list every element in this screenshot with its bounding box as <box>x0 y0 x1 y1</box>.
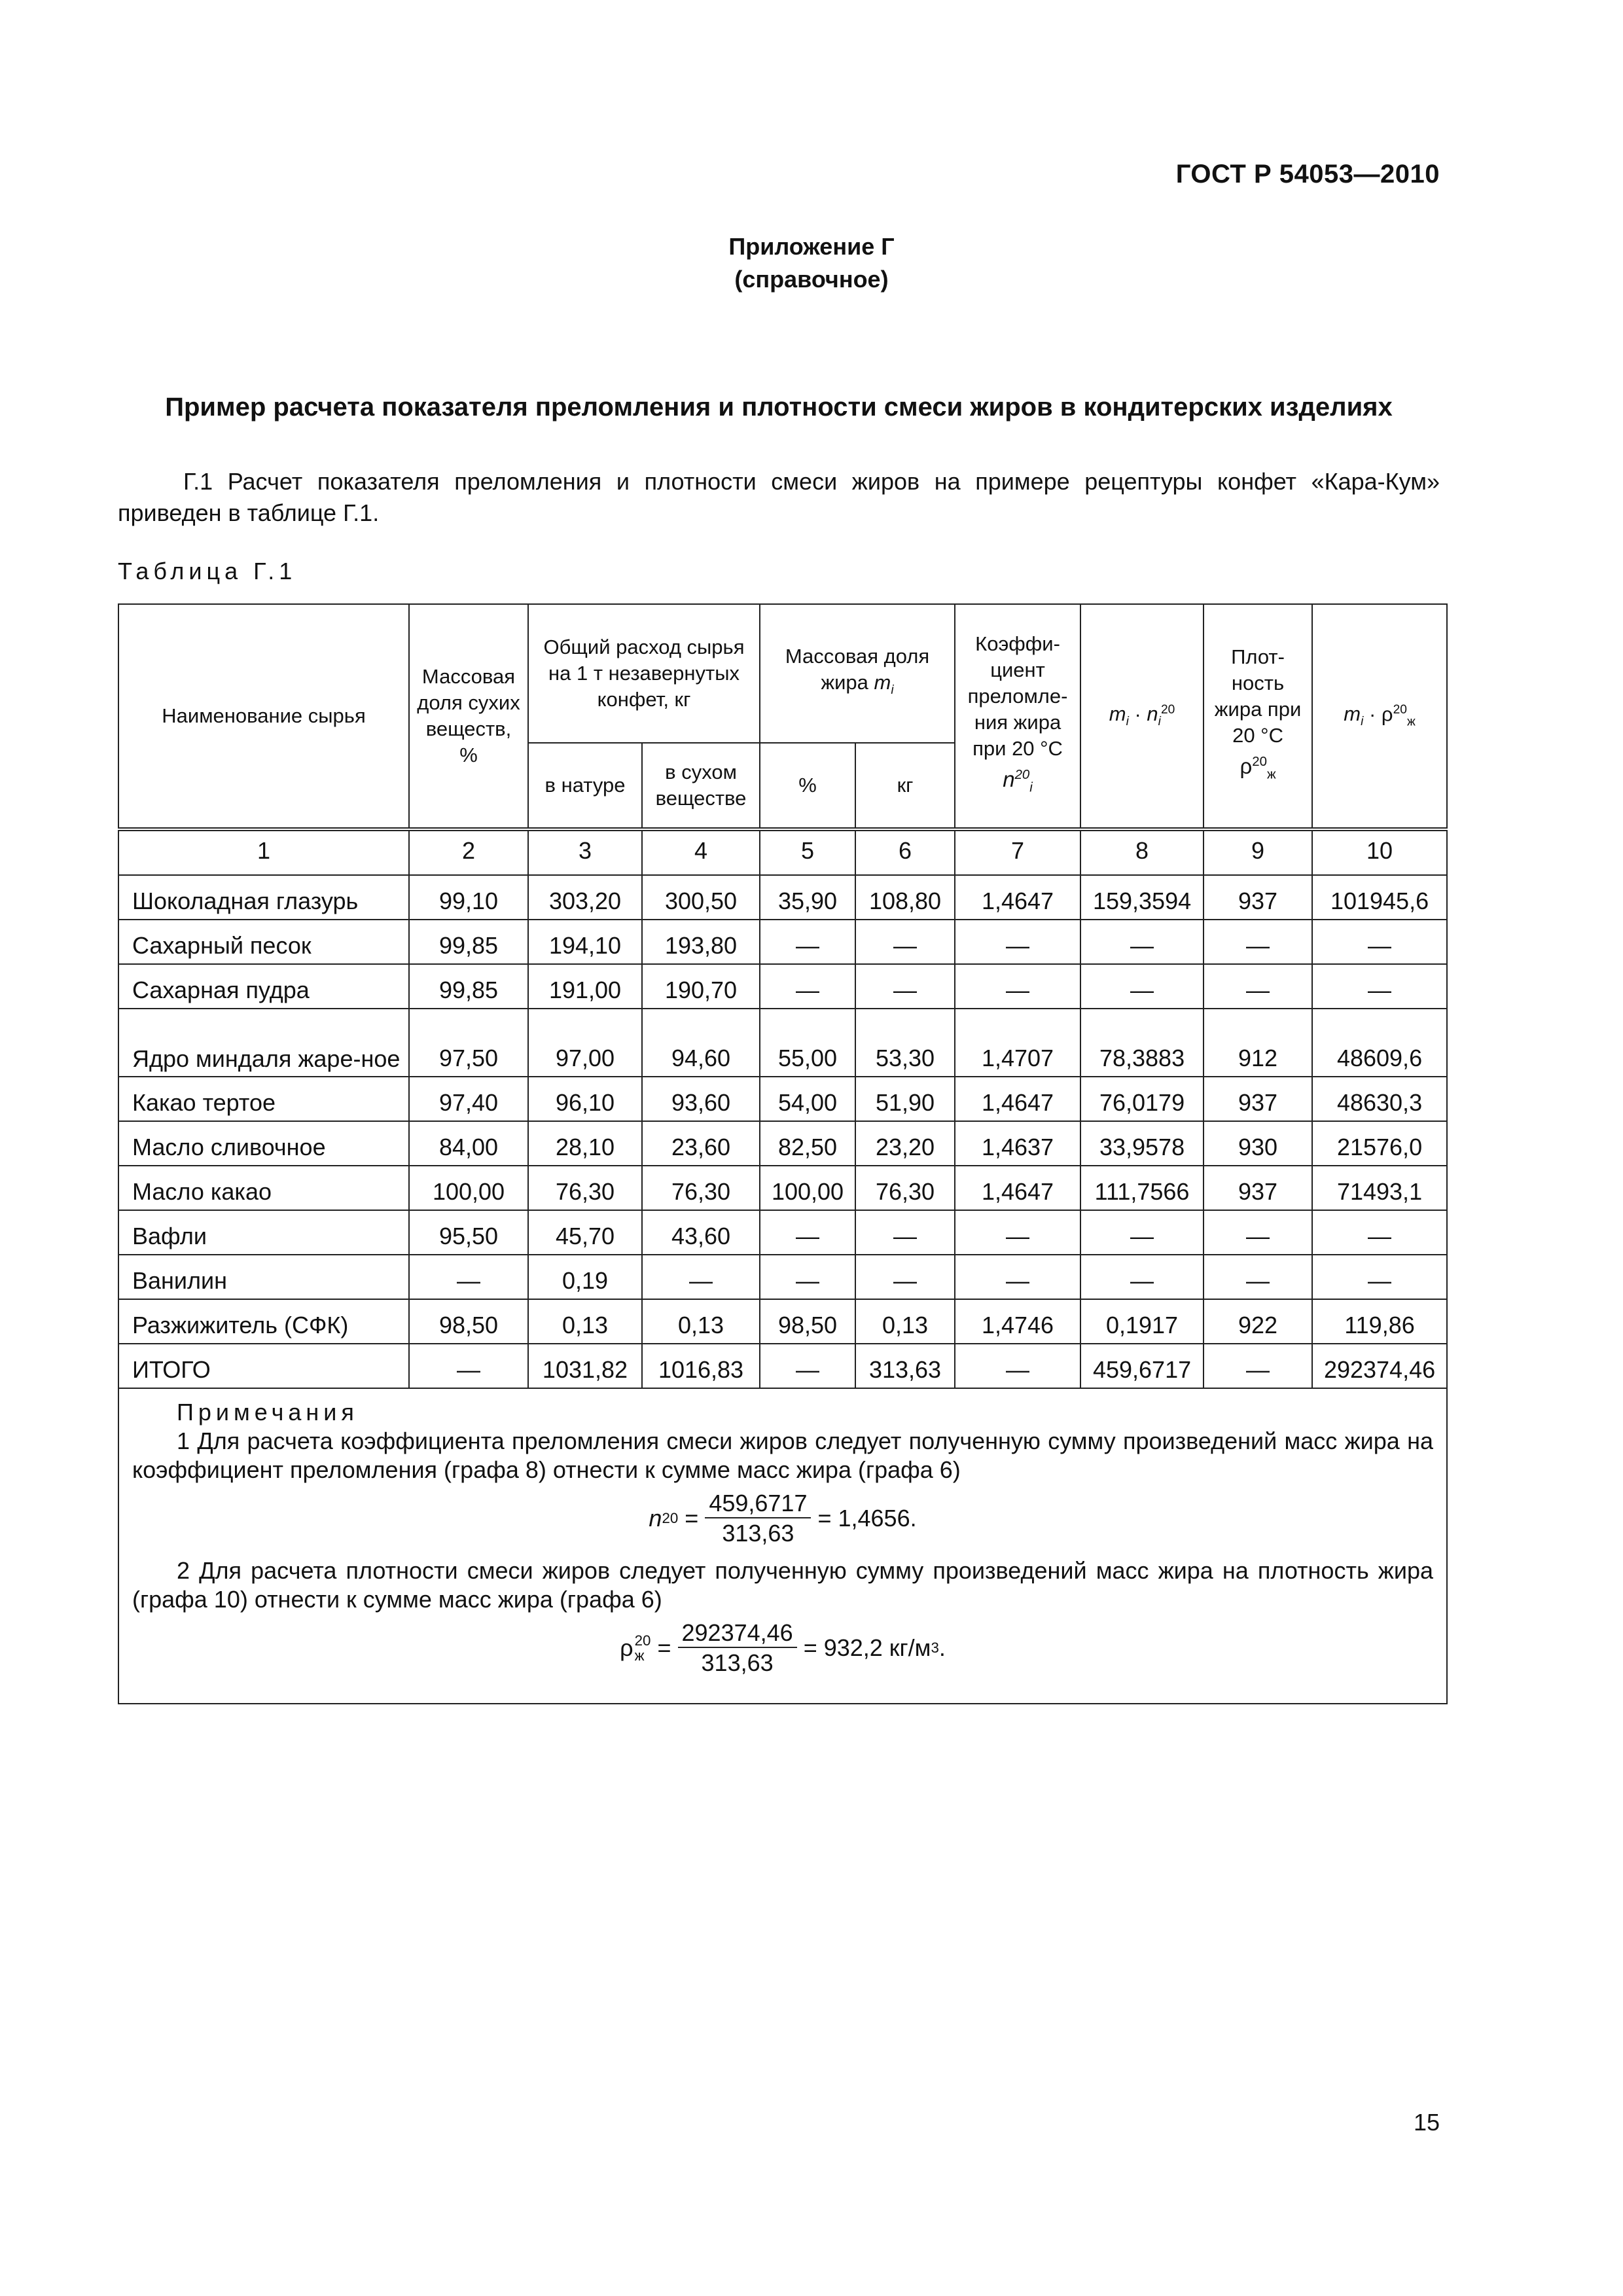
formula2-result: = 932,2 кг/м <box>803 1634 931 1661</box>
row-value-cell: 28,10 <box>528 1121 642 1166</box>
formula1-lhs-sup: 20 <box>662 1510 679 1526</box>
formula1-numerator: 459,6717 <box>705 1490 811 1518</box>
row-value-cell: — <box>1312 1255 1447 1299</box>
row-value-cell: 55,00 <box>760 1009 855 1077</box>
formula2-lhs: ρ <box>620 1634 633 1661</box>
row-value-cell: 35,90 <box>760 875 855 920</box>
row-value-cell: 99,85 <box>409 964 528 1009</box>
row-value-cell: 48630,3 <box>1312 1077 1447 1121</box>
row-value-cell: — <box>1080 1255 1204 1299</box>
row-name-cell: Сахарная пудра <box>118 964 409 1009</box>
document-code: ГОСТ Р 54053—2010 <box>1175 160 1440 188</box>
header-kg: кг <box>855 743 955 829</box>
header-refr-symbol: $n^{20}_i$ <box>1003 767 1033 795</box>
row-value-cell: — <box>955 920 1080 964</box>
row-value-cell: — <box>855 964 955 1009</box>
row-value-cell: — <box>1080 920 1204 964</box>
row-value-cell: 76,0179 <box>1080 1077 1204 1121</box>
row-value-cell: 0,13 <box>642 1299 760 1344</box>
row-value-cell: 111,7566 <box>1080 1166 1204 1210</box>
row-value-cell: 1,4637 <box>955 1121 1080 1166</box>
data-table <box>118 603 1448 1704</box>
row-value-cell: 98,50 <box>760 1299 855 1344</box>
table-row <box>118 875 1447 920</box>
row-value-cell: 78,3883 <box>1080 1009 1204 1077</box>
table-row <box>118 1210 1447 1255</box>
row-value-cell: — <box>855 920 955 964</box>
row-name-cell: Вафли <box>118 1210 409 1255</box>
row-value-cell: 108,80 <box>855 875 955 920</box>
row-value-cell: 23,60 <box>642 1121 760 1166</box>
section-title: Пример расчета показателя преломления и плотности смеси жиров в кондитерских изделиях <box>165 393 1393 422</box>
row-value-cell: 937 <box>1204 1166 1312 1210</box>
row-value-cell: — <box>409 1255 528 1299</box>
column-number: 10 <box>1312 829 1447 875</box>
header-fat-fraction-sub: i <box>891 683 894 698</box>
row-value-cell: 93,60 <box>642 1077 760 1121</box>
formula2-numerator: 292374,46 <box>678 1619 797 1648</box>
row-value-cell: 98,50 <box>409 1299 528 1344</box>
formula-density: ρ 20 ж = $\frac{292374,46}{313,63}$ = 932,2 кг/м 3 . <box>620 1619 946 1676</box>
column-number: 1 <box>118 829 409 875</box>
header-name: Наименование сырья <box>118 604 409 829</box>
formula1-lhs: n <box>649 1505 662 1532</box>
intro-paragraph: Г.1 Расчет показателя преломления и плотности смеси жиров на примере рецептуры конфет «Кара-Кум» приведен в таблице Г.1. <box>118 468 1440 526</box>
column-number: 7 <box>955 829 1080 875</box>
row-value-cell: — <box>409 1344 528 1388</box>
row-value-cell: 912 <box>1204 1009 1312 1077</box>
row-value-cell: — <box>855 1210 955 1255</box>
row-value-cell: 71493,1 <box>1312 1166 1447 1210</box>
row-value-cell: — <box>1312 964 1447 1009</box>
column-numbers-row <box>118 829 1447 875</box>
row-value-cell: 191,00 <box>528 964 642 1009</box>
row-value-cell: 303,20 <box>528 875 642 920</box>
header-fat-fraction-symbol: m <box>874 670 891 694</box>
formula1-fraction <box>705 1490 811 1547</box>
row-value-cell: — <box>955 1255 1080 1299</box>
table-row <box>118 1344 1447 1388</box>
header-percent: % <box>760 743 855 829</box>
notes-section <box>118 1388 1447 1704</box>
header-refr-coef <box>955 604 1080 829</box>
appendix-heading <box>0 230 1623 296</box>
row-value-cell: 21576,0 <box>1312 1121 1447 1166</box>
row-value-cell: 1031,82 <box>528 1344 642 1388</box>
row-value-cell: 96,10 <box>528 1077 642 1121</box>
formula2-unit-sup: 3 <box>931 1640 939 1656</box>
row-value-cell: 459,6717 <box>1080 1344 1204 1388</box>
table-row <box>118 1166 1447 1210</box>
row-value-cell: 937 <box>1204 875 1312 920</box>
row-value-cell: 100,00 <box>760 1166 855 1210</box>
row-value-cell: 1,4647 <box>955 1077 1080 1121</box>
formula2-tail: . <box>938 1634 946 1661</box>
row-value-cell: 1,4746 <box>955 1299 1080 1344</box>
row-value-cell: — <box>1204 1210 1312 1255</box>
row-value-cell: 82,50 <box>760 1121 855 1166</box>
row-value-cell: — <box>1204 920 1312 964</box>
column-number: 5 <box>760 829 855 875</box>
row-value-cell: 100,00 <box>409 1166 528 1210</box>
row-value-cell: 0,13 <box>528 1299 642 1344</box>
column-number: 4 <box>642 829 760 875</box>
row-name-cell: Какао тертое <box>118 1077 409 1121</box>
row-value-cell: 23,20 <box>855 1121 955 1166</box>
row-value-cell: 0,19 <box>528 1255 642 1299</box>
header-density <box>1204 604 1312 829</box>
row-name-cell: Ванилин <box>118 1255 409 1299</box>
row-value-cell: 101945,6 <box>1312 875 1447 920</box>
column-number: 8 <box>1080 829 1204 875</box>
row-value-cell: 45,70 <box>528 1210 642 1255</box>
row-value-cell: 190,70 <box>642 964 760 1009</box>
note-2: 2 Для расчета плотности смеси жиров следует полученную сумму произведений масс жира на плотность жира (графа 10) отнести к сумме масс жира (графа 6) <box>132 1557 1434 1613</box>
table-row <box>118 1255 1447 1299</box>
column-number: 9 <box>1204 829 1312 875</box>
row-value-cell: 1,4647 <box>955 875 1080 920</box>
row-value-cell: 51,90 <box>855 1077 955 1121</box>
formula2-fraction <box>678 1619 797 1677</box>
row-value-cell: 937 <box>1204 1077 1312 1121</box>
row-value-cell: 930 <box>1204 1121 1312 1166</box>
row-value-cell: 119,86 <box>1312 1299 1447 1344</box>
notes-title: Примечания <box>177 1399 359 1426</box>
row-value-cell: 95,50 <box>409 1210 528 1255</box>
row-value-cell: — <box>1080 964 1204 1009</box>
row-value-cell: 53,30 <box>855 1009 955 1077</box>
row-value-cell: — <box>855 1255 955 1299</box>
appendix-title: Приложение Г <box>728 233 895 260</box>
row-value-cell: 313,63 <box>855 1344 955 1388</box>
formula-refraction: n 20 = $\frac{459,6717}{313,63}$ = 1,4656. <box>649 1490 917 1547</box>
page-number: 15 <box>1413 2109 1440 2136</box>
row-value-cell: 97,50 <box>409 1009 528 1077</box>
header-in-nature: в натуре <box>528 743 642 829</box>
row-value-cell: — <box>760 920 855 964</box>
table-row <box>118 1299 1447 1344</box>
row-value-cell: — <box>1312 1210 1447 1255</box>
row-value-cell: 922 <box>1204 1299 1312 1344</box>
header-consumption: Общий расход сырья на 1 т незавернутых конфет, кг <box>528 604 760 743</box>
row-value-cell: 76,30 <box>855 1166 955 1210</box>
row-name-cell: Масло сливочное <box>118 1121 409 1166</box>
table-row <box>118 964 1447 1009</box>
row-value-cell: 99,10 <box>409 875 528 920</box>
formula1-denominator: 313,63 <box>722 1520 794 1547</box>
header-m-n-product: $m_i \cdot n_i^{20}$ <box>1080 604 1204 829</box>
row-value-cell: 1016,83 <box>642 1344 760 1388</box>
row-value-cell: — <box>955 1210 1080 1255</box>
table-row <box>118 1009 1447 1077</box>
appendix-subtitle: (справочное) <box>734 266 889 293</box>
row-value-cell: 99,85 <box>409 920 528 964</box>
row-value-cell: 0,13 <box>855 1299 955 1344</box>
header-refr-coef-text: Коэффи-циент преломле-ния жира при 20 °С <box>967 632 1068 761</box>
row-value-cell: 94,60 <box>642 1009 760 1077</box>
row-value-cell: 76,30 <box>528 1166 642 1210</box>
row-name-cell: ИТОГО <box>118 1344 409 1388</box>
row-value-cell: 54,00 <box>760 1077 855 1121</box>
note-1: 1 Для расчета коэффициента преломления смеси жиров следует полученную сумму произведений масс жира на коэффициент преломления (графа 8) отнести к сумме масс жира (графа 6) <box>132 1427 1434 1483</box>
row-value-cell: — <box>760 1255 855 1299</box>
formula2-lhs-sub: ж <box>634 1647 645 1664</box>
row-value-cell: — <box>1080 1210 1204 1255</box>
row-name-cell: Сахарный песок <box>118 920 409 964</box>
row-value-cell: 48609,6 <box>1312 1009 1447 1077</box>
row-value-cell: — <box>760 1210 855 1255</box>
row-value-cell: 97,40 <box>409 1077 528 1121</box>
table-caption: Таблица Г.1 <box>118 558 297 584</box>
row-value-cell: 76,30 <box>642 1166 760 1210</box>
table-row <box>118 920 1447 964</box>
row-value-cell: 292374,46 <box>1312 1344 1447 1388</box>
table-row <box>118 1077 1447 1121</box>
row-value-cell: 1,4707 <box>955 1009 1080 1077</box>
row-value-cell: — <box>760 1344 855 1388</box>
header-density-text: Плот-ность жира при 20 °С <box>1214 645 1302 747</box>
formula2-lhs-sup: 20 <box>634 1632 651 1649</box>
row-name-cell: Ядро миндаля жаре-ное <box>118 1009 409 1077</box>
row-name-cell: Масло какао <box>118 1166 409 1210</box>
header-fat-fraction-text: Массовая доля жира <box>785 644 930 694</box>
row-value-cell: — <box>760 964 855 1009</box>
column-number: 3 <box>528 829 642 875</box>
row-value-cell: 0,1917 <box>1080 1299 1204 1344</box>
row-value-cell: 1,4647 <box>955 1166 1080 1210</box>
column-number: 6 <box>855 829 955 875</box>
row-value-cell: — <box>955 1344 1080 1388</box>
row-value-cell: — <box>1204 1344 1312 1388</box>
header-m-rho-product: $m_i \cdot \rho^{20}_ж$ <box>1312 604 1447 829</box>
row-value-cell: 33,9578 <box>1080 1121 1204 1166</box>
row-value-cell: 193,80 <box>642 920 760 964</box>
row-value-cell: 43,60 <box>642 1210 760 1255</box>
row-value-cell: 97,00 <box>528 1009 642 1077</box>
header-in-dry: в сухом веществе <box>642 743 760 829</box>
header-dry-mass: Массовая доля сухих веществ, % <box>409 604 528 829</box>
row-value-cell: — <box>1312 920 1447 964</box>
row-value-cell: — <box>955 964 1080 1009</box>
row-value-cell: — <box>1204 1255 1312 1299</box>
header-fat-fraction <box>760 604 955 743</box>
formula2-denominator: 313,63 <box>701 1649 774 1676</box>
row-value-cell: 159,3594 <box>1080 875 1204 920</box>
row-name-cell: Разжижитель (СФК) <box>118 1299 409 1344</box>
row-value-cell: 300,50 <box>642 875 760 920</box>
row-value-cell: 194,10 <box>528 920 642 964</box>
row-name-cell: Шоколадная глазурь <box>118 875 409 920</box>
table-row <box>118 1121 1447 1166</box>
formula1-result: = 1,4656. <box>817 1505 917 1532</box>
row-value-cell: — <box>1204 964 1312 1009</box>
header-density-symbol: $\rho^{20}_ж$ <box>1240 754 1276 782</box>
column-number: 2 <box>409 829 528 875</box>
row-value-cell: — <box>642 1255 760 1299</box>
row-value-cell: 84,00 <box>409 1121 528 1166</box>
